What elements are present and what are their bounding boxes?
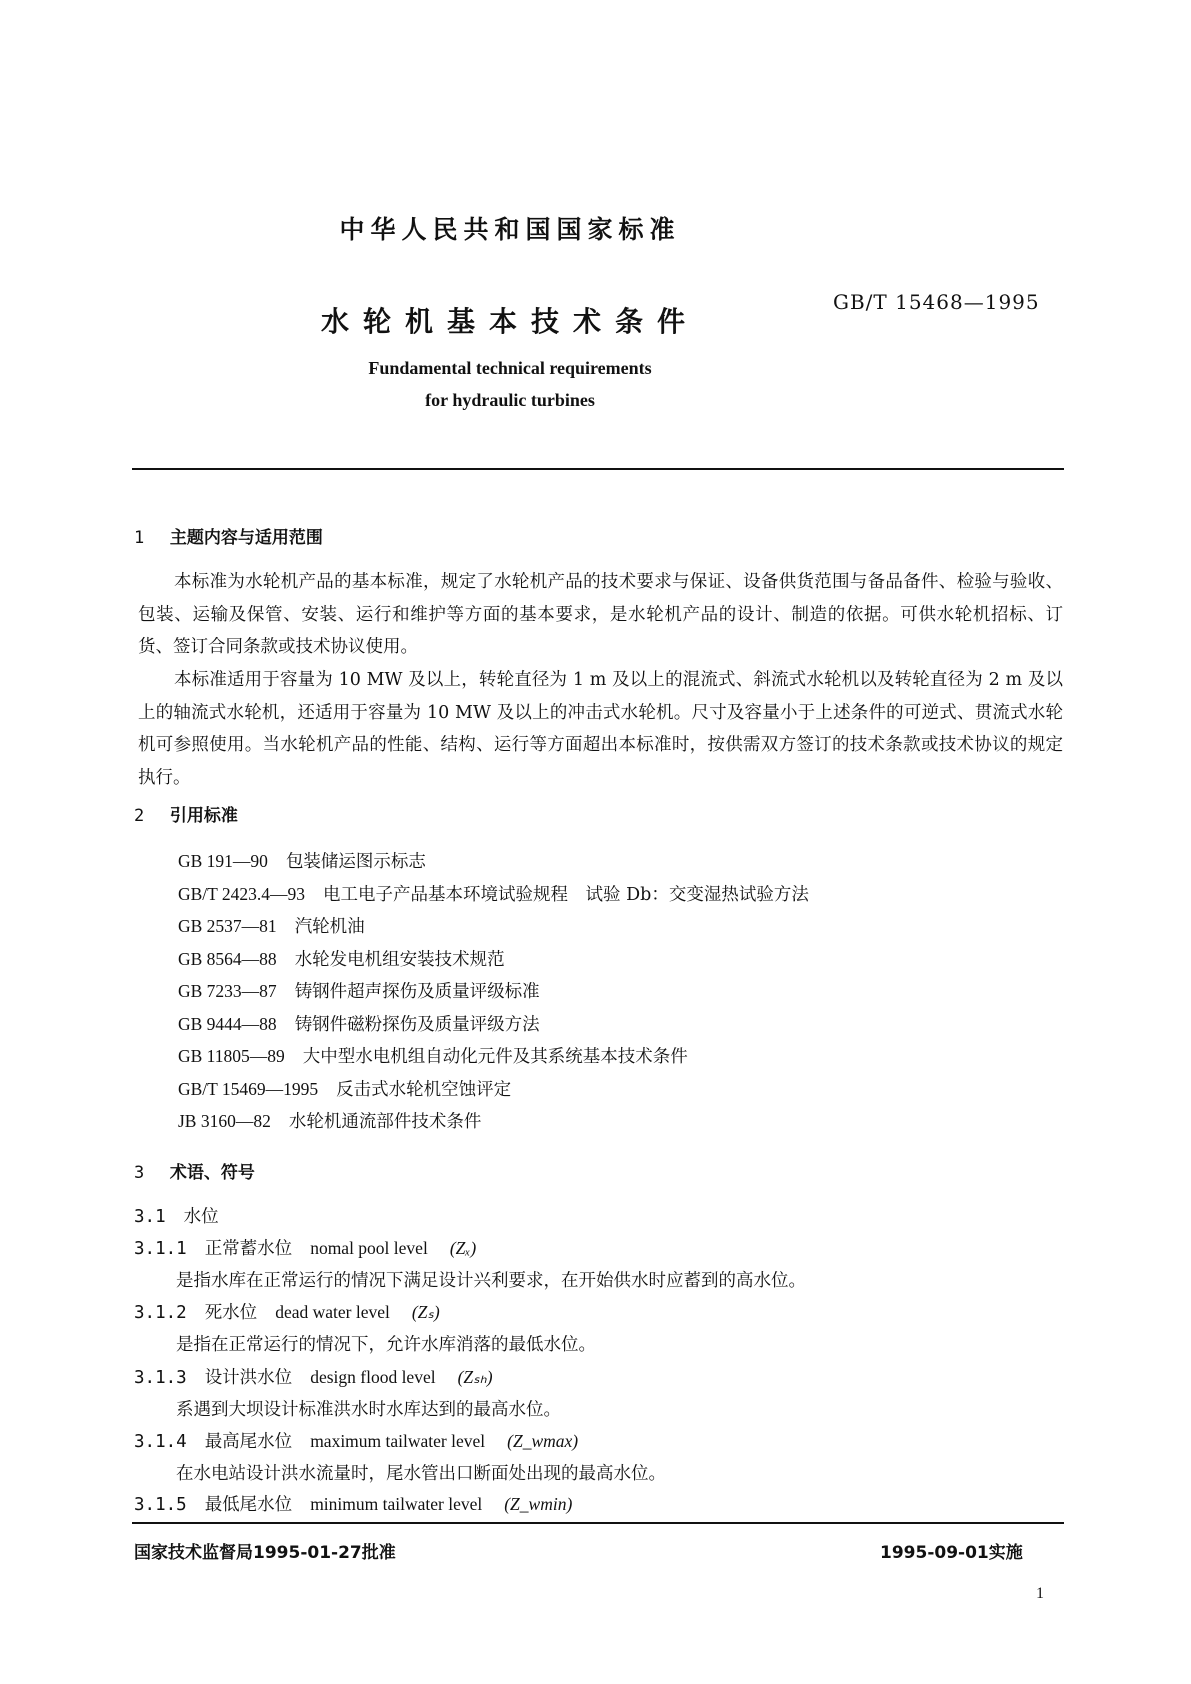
term-cn: 最高尾水位 xyxy=(204,1432,293,1452)
term-number: 3.1.2 xyxy=(134,1303,187,1323)
national-standard-heading: 中华人民共和国国家标准 xyxy=(339,215,681,244)
reference-name: 大中型水电机组自动化元件及其系统基本技术条件 xyxy=(302,1047,688,1067)
term-3-1-2 xyxy=(134,1299,440,1324)
section-2-heading xyxy=(134,801,238,826)
section-title: 主题内容与适用范围 xyxy=(169,528,323,548)
term-symbol: (Z_wmin) xyxy=(504,1494,573,1514)
reference-item xyxy=(178,1008,809,1041)
term-en: minimum tailwater level xyxy=(310,1494,483,1514)
reference-code: GB 9444—88 xyxy=(178,1013,277,1034)
term-symbol: (Zₓ) xyxy=(449,1238,477,1258)
term-definition: 是指水库在正常运行的情况下满足设计兴利要求，在开始供水时应蓄到的高水位。 xyxy=(176,1271,806,1291)
term-cn: 正常蓄水位 xyxy=(204,1239,293,1259)
term-3-1-3 xyxy=(134,1364,493,1389)
english-title-line-2: for hydraulic turbines xyxy=(425,390,595,410)
reference-code: JB 3160—82 xyxy=(178,1111,271,1131)
reference-name: 反击式水轮机空蚀评定 xyxy=(336,1079,512,1100)
section-number: 3 xyxy=(134,1163,145,1183)
approval-date: 国家技术监督局1995-01-27批准 xyxy=(134,1543,396,1563)
reference-code: GB 2537—81 xyxy=(178,916,277,936)
page-number: 1 xyxy=(1036,1585,1044,1602)
reference-name: 铸钢件磁粉探伤及质量评级方法 xyxy=(294,1014,540,1035)
term-cn: 死水位 xyxy=(204,1303,258,1323)
reference-item xyxy=(178,1105,809,1138)
section-3-heading xyxy=(134,1158,255,1183)
reference-code: GB 7233—87 xyxy=(178,981,277,1001)
reference-code: GB/T 2423.4—93 xyxy=(178,883,306,904)
section-number: 1 xyxy=(134,528,145,548)
reference-name: 水轮机通流部件技术条件 xyxy=(288,1112,482,1132)
subsection-title: 水位 xyxy=(183,1207,219,1227)
reference-name: 水轮发电机组安装技术规范 xyxy=(294,949,505,970)
term-cn: 最低尾水位 xyxy=(204,1495,293,1515)
reference-name: 电工电子产品基本环境试验规程 试验 Db：交变湿热试验方法 xyxy=(323,884,809,905)
subsection-3-1 xyxy=(134,1203,219,1228)
term-number: 3.1.5 xyxy=(134,1495,187,1515)
reference-list xyxy=(178,845,809,1138)
document-title: 水轮机基本技术条件 xyxy=(320,305,699,338)
standard-number: GB/T 15468—1995 xyxy=(833,290,1040,314)
term-en: nomal pool level xyxy=(310,1238,428,1258)
section-title: 引用标准 xyxy=(169,806,238,826)
section-1-paragraph-1: 本标准为水轮机产品的基本标准，规定了水轮机产品的技术要求与保证、设备供货范围与备品备件、检验与验收、包装、运输及保管、安装、运行和维护等方面的基本要求，是水轮机产品的设计、制造的依据。可供水轮机招标、订货、签订合同条款或技术协议使用。 xyxy=(138,572,1063,657)
reference-item xyxy=(178,1073,809,1106)
reference-item xyxy=(178,943,809,976)
term-symbol: (Zₛ) xyxy=(411,1302,440,1322)
english-title-line-1: Fundamental technical requirements xyxy=(368,358,652,378)
term-number: 3.1.1 xyxy=(134,1239,187,1259)
term-definition: 是指在正常运行的情况下，允许水库消落的最低水位。 xyxy=(176,1335,596,1355)
reference-item xyxy=(178,975,809,1008)
reference-name: 汽轮机油 xyxy=(294,917,365,937)
implementation-date: 1995-09-01实施 xyxy=(880,1543,1023,1563)
term-definition: 在水电站设计洪水流量时，尾水管出口断面处出现的最高水位。 xyxy=(176,1464,666,1484)
section-1-paragraph-2: 本标准适用于容量为 10 MW 及以上，转轮直径为 1 m 及以上的混流式、斜流式水轮机以及转轮直径为 2 m 及以上的轴流式水轮机，还适用于容量为 10 MW 及以上的冲击式水轮机。尺寸及容量小于上述条件的可逆式、贯流式水轮机可参照使用。当水轮机产品的性能、结构、运行等方面超出本标准时，按供需双方签订的技术条款或技术协议的规定执行。 xyxy=(138,670,1063,788)
section-title: 术语、符号 xyxy=(169,1163,255,1183)
header-divider xyxy=(132,468,1064,470)
term-3-1-4 xyxy=(134,1428,578,1453)
term-en: design flood level xyxy=(310,1367,436,1387)
reference-item xyxy=(178,910,809,943)
term-definition: 系遇到大坝设计标准洪水时水库达到的最高水位。 xyxy=(176,1400,561,1420)
reference-code: GB 8564—88 xyxy=(178,948,277,969)
term-number: 3.1.3 xyxy=(134,1368,187,1388)
reference-code: GB 191—90 xyxy=(178,851,268,871)
term-en: dead water level xyxy=(275,1302,390,1322)
reference-name: 包装储运图示标志 xyxy=(285,852,426,872)
footer-divider xyxy=(132,1522,1064,1524)
term-number: 3.1.4 xyxy=(134,1432,187,1452)
term-symbol: (Z_wmax) xyxy=(507,1431,579,1451)
reference-item xyxy=(178,878,809,911)
term-3-1-1 xyxy=(134,1235,476,1260)
term-cn: 设计洪水位 xyxy=(204,1368,293,1388)
term-en: maximum tailwater level xyxy=(310,1431,486,1451)
reference-item xyxy=(178,845,809,878)
term-number: 3.1 xyxy=(134,1207,166,1227)
reference-item xyxy=(178,1040,809,1073)
term-symbol: (Zₛₕ) xyxy=(457,1367,493,1387)
reference-code: GB/T 15469—1995 xyxy=(178,1078,319,1099)
reference-name: 铸钢件超声探伤及质量评级标准 xyxy=(294,982,540,1002)
section-number: 2 xyxy=(134,806,145,826)
term-3-1-5 xyxy=(134,1491,572,1516)
section-1-heading xyxy=(134,523,323,548)
reference-code: GB 11805—89 xyxy=(178,1046,285,1066)
